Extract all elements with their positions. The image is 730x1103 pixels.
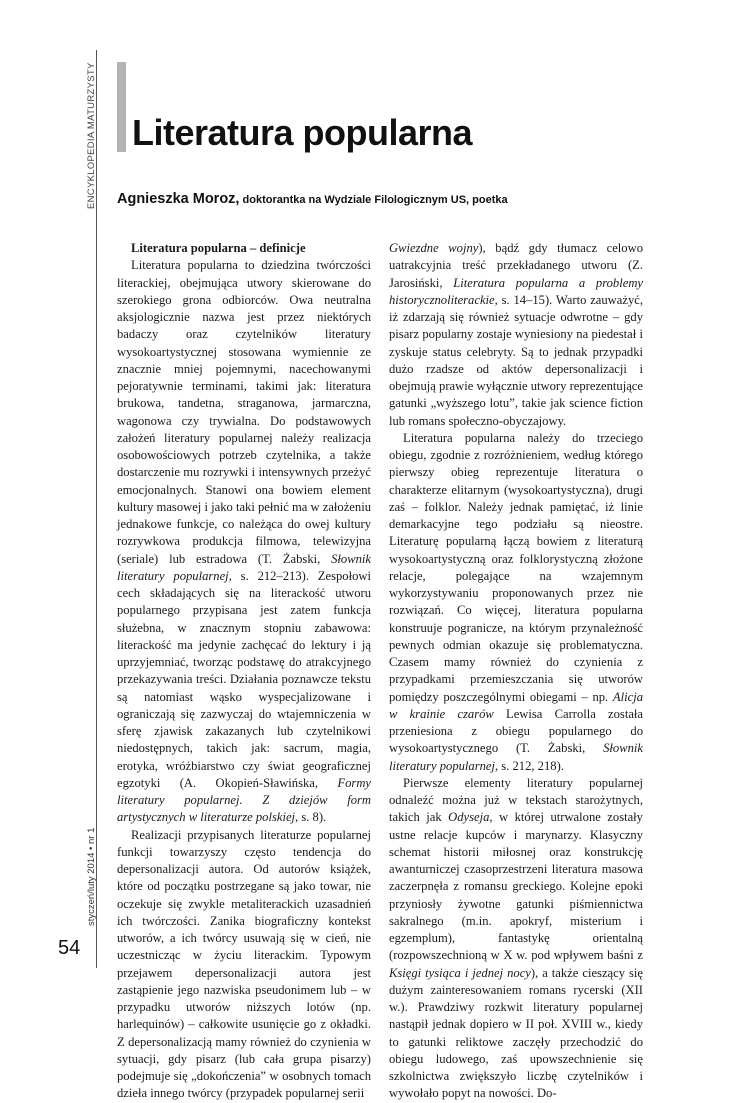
byline [117, 191, 508, 207]
series-label: ENCYKLOPEDIA MATURZYSTY [86, 62, 97, 209]
left-column [117, 240, 371, 1103]
citation: Formy literatury popularnej. Z dziejów form artystycznych w literaturze polskiej [117, 775, 371, 825]
author-name: Agnieszka Moroz, [117, 191, 240, 207]
author-affiliation: doktorantka na Wydziale Filologicznym US, poetka [242, 194, 508, 206]
citation: Alicja w krainie czarów [389, 689, 643, 721]
title-accent-bar [117, 62, 126, 152]
citation: Księgi tysiąca i jednej nocy [389, 965, 531, 980]
paragraph: Literatura popularna to dziedzina twórczości literackiej, obejmująca utwory skierowane do szerokiego grona odbiorców. Owa neutralna aksjologicznie nazwa jest przez niektórych badaczy oraz czytelników literatury wysokoartystycznej stosowana wymiennie ze znacznie mniej pojemnymi, nacechowanymi pejoratywnie terminami, takimi jak: literatura brukowa, tandetna, straganowa, jarmarczna, wagonowa czy trywialna. Do podstawowych założeń literatury popularnej należy realizacja osobowościowych potrzeb czytelnika, a także dostarczenie mu rozrywki i intensywnych przeżyć emocjonalnych. Stanowi ona bowiem element kultury masowej i jako taki pełnić ma w założeniu jednakowe funkcje, co należąca do owej kultury rozrywkowa produkcja filmowa, telewizyjna (seriale) lub estradowa (T. Żabski, Słownik literatury popularnej, s. 212–213). Zespołowi cech składających się na literackość utworu popularnego przypisana jest zatem funkcja służebna, w znacznym stopniu zabawowa: literackość ma jedynie zachęcać do lektury i ją uprzyjemniać, tworząc podstawę do atrakcyjnego przekazywania treści. Działania poznawcze tekstu są natomiast wąsko wyspecjalizowane i ograniczają się zazwyczaj do wtajemniczenia w sferę zjawisk zakazanych lub czytelnikowi niedostępnych, takich jak: sacrum, magia, erotyka, wróżbiarstwo czy świat geograficznej egzotyki (A. Okopień-Sławińska, Formy literatury popularnej. Z dziejów form artystycznych w literaturze polskiej, s. 8). [117, 258, 371, 825]
page-number: 54 [58, 937, 81, 959]
section-heading: Literatura popularna – definicje [131, 241, 306, 255]
paragraph: Realizacji przypisanych literaturze popularnej funkcji towarzyszy często tendencja do depersonalizacji autora. Od autorów książek, które od początku postrzegane są jako towar, nie oczekuje się zwykle metaliterackich uzasadnień ich twórczości. Zanika biograficzny kontekst utworów, a ich twórcy usuwają się w cień, nie uczestnicząc w życiu literackim. Typowym przejawem depersonalizacji autora jest zastąpienie jego nazwiska pseudonimem lub – w przypadku utworów niższych lotów (np. harlequinów) – całkowite usunięcie go z okładki. Z depersonalizacją mamy również do czynienia w sytuacji, gdy pisarz (lub cała grupa pisarzy) podejmuje się „dokończenia” w osobnych tomach dzieła innego twórcy (przypadek popularnej serii [117, 827, 371, 1101]
citation: Słownik literatury popularnej [117, 551, 371, 583]
paragraph: Gwiezdne wojny), bądź gdy tłumacz celowo uatrakcyjnia treść przekładanego utworu (Z. Jarosiński, Literatura popularna a problemy historycznoliterackie, s. 14–15). Warto zauważyć, iż zdarzają się również sytuacje odwrotne – gdy pisarz popularny zostaje wyniesiony na piedestał i zyskuje status celebryty. Są to jednak przypadki dużo rzadsze od aktów depersonalizacji i obejmują prawie wyłącznie utwory reprezentujące gatunki „wyższego lotu”, takie jak science fiction lub romans społeczno-obyczajowy. [389, 241, 643, 428]
issue-label: styczeń/luty 2014 • nr 1 [86, 827, 97, 926]
article-title: Literatura popularna [132, 112, 473, 153]
citation: Literatura popularna a problemy historycznoliterackie [389, 275, 643, 307]
citation: Odyseja [448, 810, 490, 825]
citation: Gwiezdne wojny [389, 241, 479, 255]
paragraph: Literatura popularna należy do trzeciego obiegu, zgodnie z rozróżnieniem, według którego pierwszy obieg reprezentuje literatura o charakterze elitarnym (wysokoartystyczna), drugi zaś – folklor. Należy jednak pamiętać, iż linie demarkacyjne tego podziału są nieostre. Literaturę popularną łączą bowiem z literaturą wysokoartystyczną oraz folklorystyczną złożone relacje, polegające na wzajemnym wykorzystywaniu proponowanych przez nie rozwiązań. Co więcej, literatura popularna konstruuje pogranicze, na którym przynależność pewnych odmian okazuje się problematyczna. Czasem mamy również do czynienia z przypadkami przemieszczania się utworów pomiędzy poszczególnymi obiegami – np. Alicja w krainie czarów Lewisa Carrolla została przeniesiona z obiegu popularnego do wysokoartystycznego (T. Żabski, Słownik literatury popularnej, s. 212, 218). [389, 430, 643, 773]
paragraph: Pierwsze elementy literatury popularnej odnaleźć można już w tekstach starożytnych, takich jak Odyseja, w której utrwalone zostały ustne relacje kupców i marynarzy. Klasyczny schemat historii miłosnej oraz konstrukcję awanturniczej czasoprzestrzeni literatura masowa zaczerpnęła z romansu greckiego. Kolejne epoki przyniosły żywotne gatunki piśmiennictwa sakralnego (m.in. apokryf, misterium i egzemplum), fantastykę orientalną (rozpowszechnioną w X w. pod wpływem baśni z Księgi tysiąca i jednej nocy), a także cieszący się dużym zainteresowaniem romans rycerski (XII w.). Prawdziwy rozkwit literatury popularnej nastąpił jednak dopiero w II poł. XVIII w., kiedy to gatunki reliktowe zaczęły przechodzić do obiegu ludowego, zaś upowszechnienie się szkolnictwa zwiększyło liczbę czytelników i wywołało popyt na nowości. Do- [389, 775, 643, 1101]
right-column [389, 240, 643, 1103]
citation: Słownik literatury popularnej [389, 741, 643, 773]
